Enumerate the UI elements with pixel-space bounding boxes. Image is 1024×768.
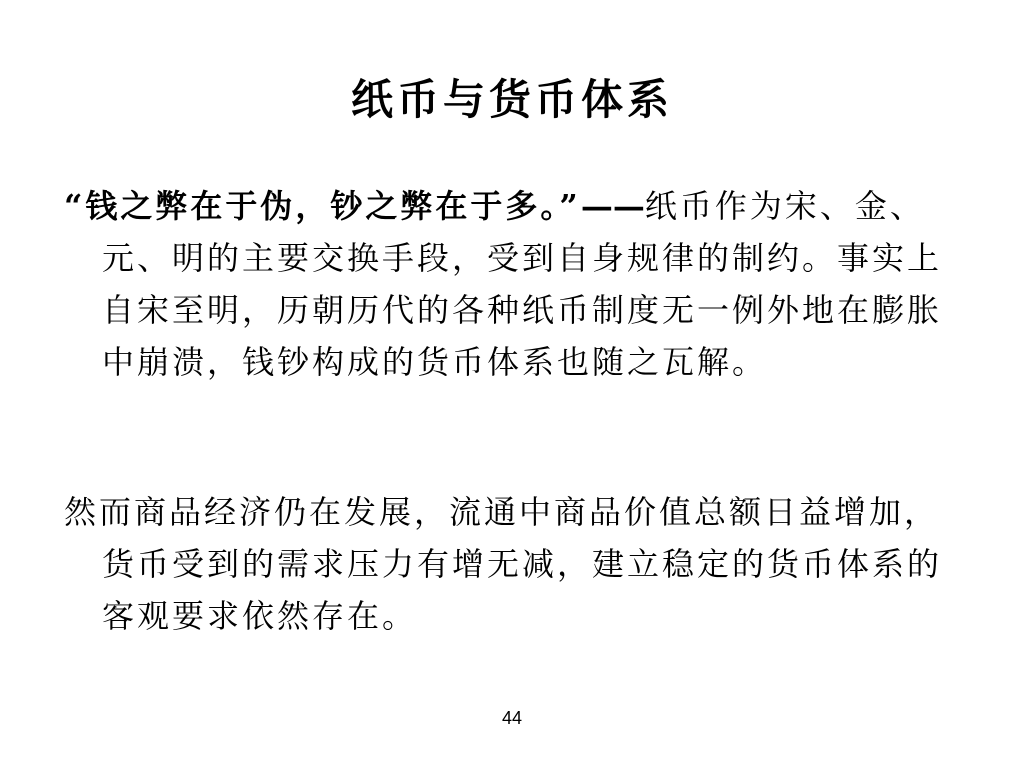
slide-title: 纸币与货币体系 xyxy=(350,75,673,124)
quote-text: “钱之弊在于伪，钞之弊在于多。” xyxy=(64,187,581,225)
page-number: 44 xyxy=(501,708,523,728)
paragraph-1-body: 纸币作为宋、金、元、明的主要交换手段，受到自身规律的制约。事实上自宋至明，历朝历代的各种纸币制度无一例外地在膨胀中崩溃，钱钞构成的货币体系也随之瓦解。 xyxy=(102,187,943,381)
paragraph-1 xyxy=(64,180,944,388)
paragraph-2-body: 然而商品经济仍在发展，流通中商品价值总额日益增加，货币受到的需求压力有增无减，建立稳定的货币体系的客观要求依然存在。 xyxy=(64,493,943,635)
dash-separator: —— xyxy=(580,187,645,225)
paragraph-2 xyxy=(64,486,944,642)
